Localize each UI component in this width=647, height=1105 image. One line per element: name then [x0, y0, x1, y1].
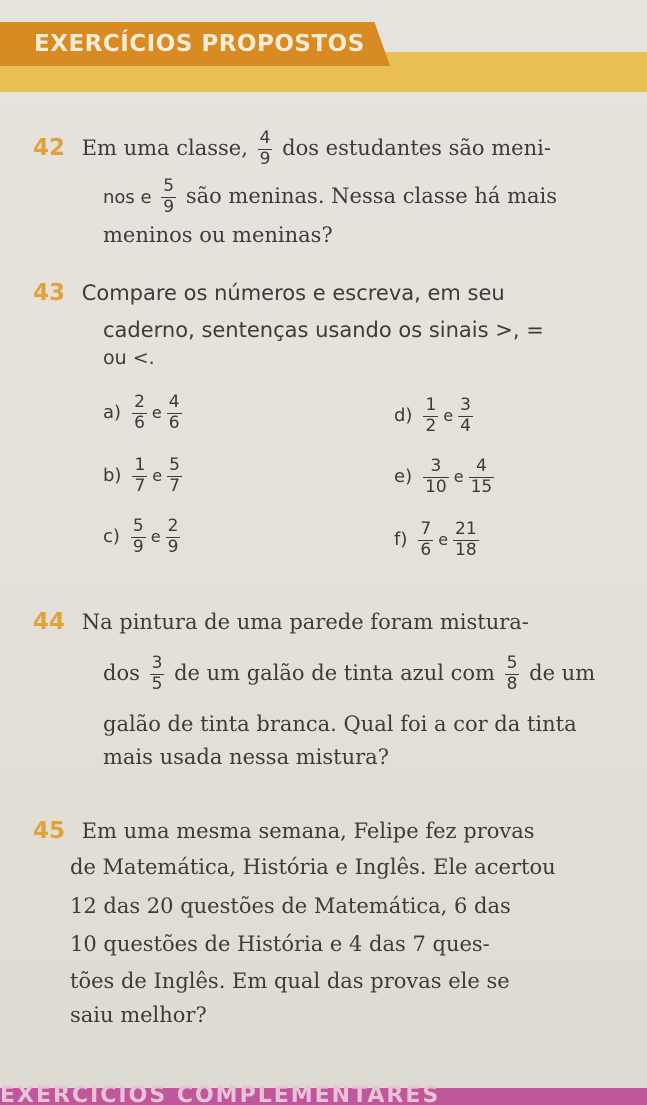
q42-text-2a: nos e: [103, 186, 152, 208]
q45-text-1: Em uma mesma semana, Felipe fez provas: [81, 819, 535, 843]
q45-line-5: tões de Inglês. Em qual das provas ele se: [70, 969, 510, 993]
q45-line-2: de Matemática, História e Inglês. Ele acertou: [70, 855, 556, 879]
q44-text-2b: de um galão de tinta azul com: [174, 660, 495, 685]
q43-line-1: [33, 280, 505, 306]
q42-line-2: [103, 178, 557, 217]
q44-fraction-1: $\frac{3}{5}$: [151, 653, 163, 694]
q44-fraction-2: $\frac{5}{8}$: [506, 653, 518, 694]
q45-line-4: 10 questões de História e 4 das 7 ques-: [70, 932, 490, 956]
q44-text-2a: dos: [103, 660, 140, 685]
q43-item-e: e) $\frac{3}{10}$ e $\frac{4}{15}$: [394, 456, 493, 497]
section-title: EXERCÍCIOS PROPOSTOS: [34, 31, 365, 57]
footer-banner-title: EXERCÍCIOS COMPLEMENTARES: [0, 1083, 441, 1105]
q43-number: 43: [33, 280, 66, 306]
q45-line-1: [33, 818, 535, 844]
q42-fraction-1: $\frac{4}{9}$: [259, 128, 271, 169]
q45-line-6: saiu melhor?: [70, 1003, 207, 1027]
q44-number: 44: [33, 609, 66, 635]
q44-text-2c: de um: [529, 660, 596, 685]
q43-text-1: Compare os números e escreva, em seu: [81, 281, 505, 305]
q43-item-b: b) $\frac{1}{7}$ e $\frac{5}{7}$: [103, 455, 180, 496]
q45-number: 45: [33, 818, 66, 844]
q43-line-2: caderno, sentenças usando os sinais >, =: [103, 318, 544, 342]
q42-text-1b: dos estudantes são meni-: [282, 135, 551, 160]
q42-text-2b: são meninas. Nessa classe há mais: [185, 183, 558, 208]
q42-line-1: [33, 130, 551, 169]
q43-item-c: c) $\frac{5}{9}$ e $\frac{2}{9}$: [103, 516, 179, 557]
q43-item-f: f) $\frac{7}{6}$ e $\frac{21}{18}$: [394, 519, 477, 560]
q42-line-3: meninos ou meninas?: [103, 223, 333, 247]
q42-text-1a: Em uma classe,: [81, 135, 248, 160]
q45-line-3: 12 das 20 questões de Matemática, 6 das: [70, 894, 511, 918]
q42-fraction-2: $\frac{5}{9}$: [163, 176, 175, 217]
q44-line-2: [103, 655, 595, 694]
q43-item-a: a) $\frac{2}{6}$ e $\frac{4}{6}$: [103, 392, 180, 433]
section-banner: [0, 22, 647, 92]
q44-line-3: galão de tinta branca. Qual foi a cor da tinta: [103, 712, 577, 736]
q44-line-1: [33, 609, 529, 635]
q42-number: 42: [33, 134, 66, 161]
q43-item-d: d) $\frac{1}{2}$ e $\frac{3}{4}$: [394, 395, 471, 436]
q44-line-4: mais usada nessa mistura?: [103, 745, 389, 769]
q43-line-3: ou <.: [103, 347, 155, 369]
q44-text-1: Na pintura de uma parede foram mistura-: [81, 610, 529, 634]
